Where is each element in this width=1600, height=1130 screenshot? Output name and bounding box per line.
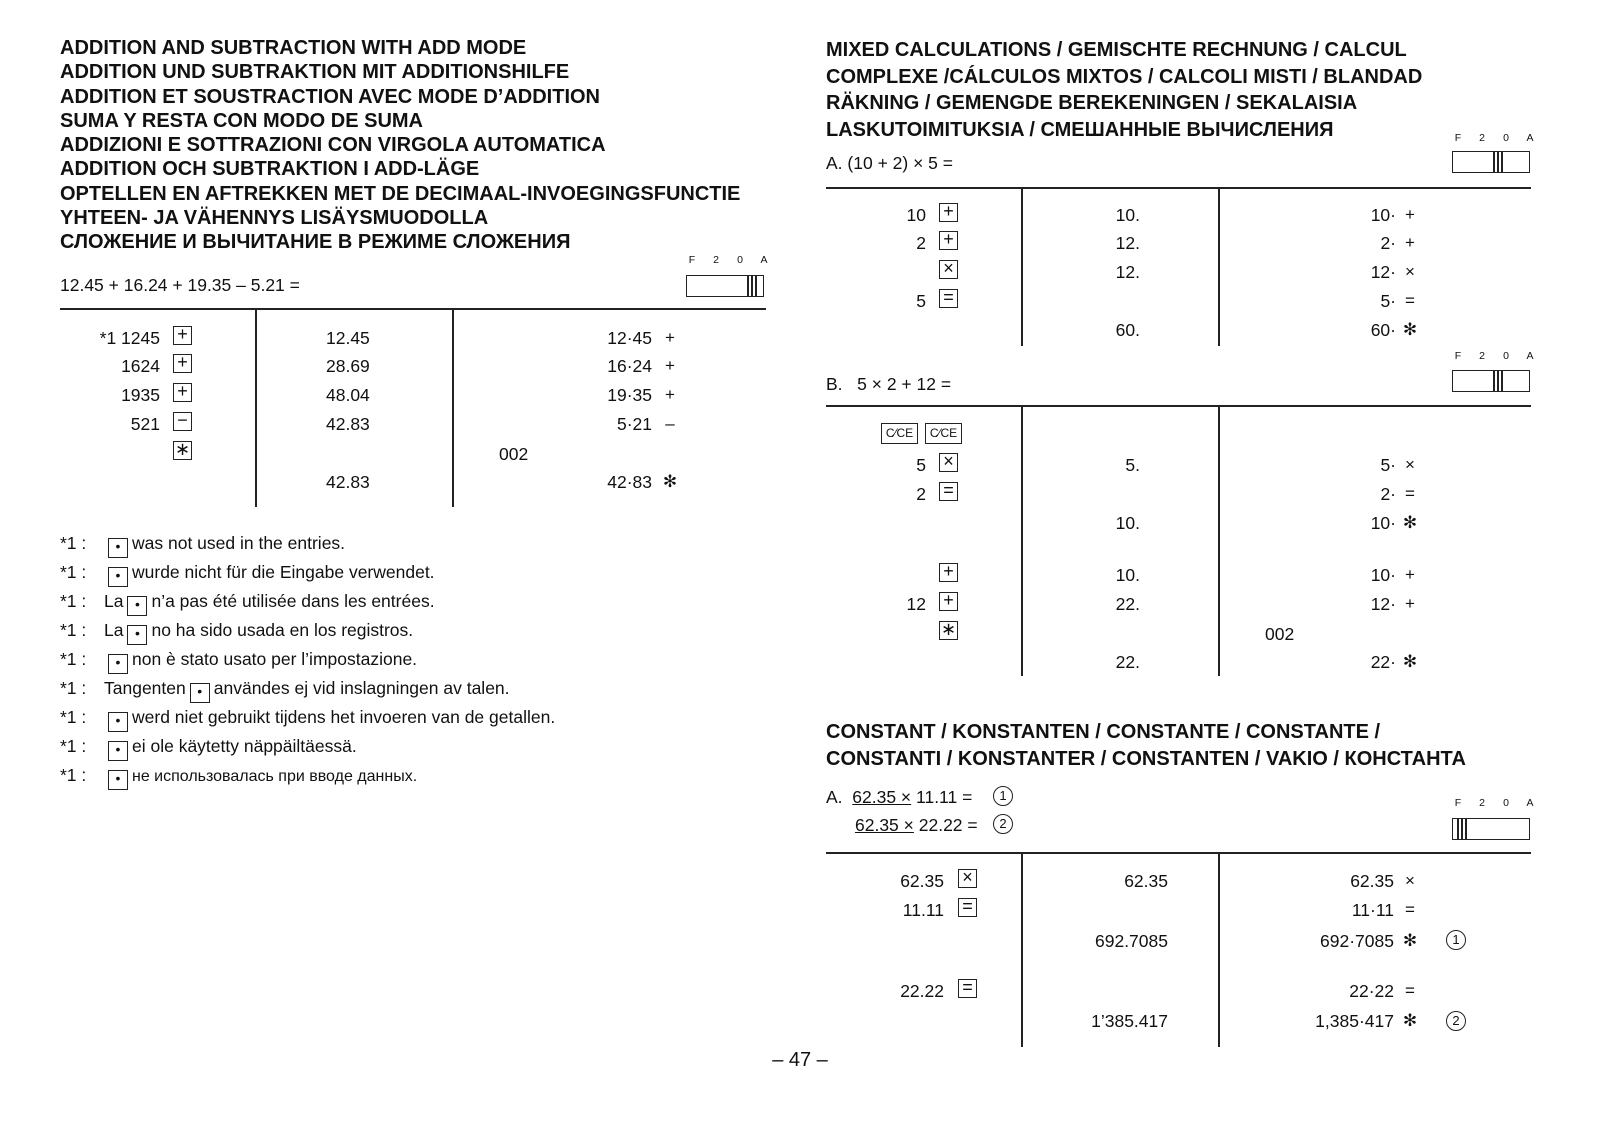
display-value: 22. xyxy=(1115,594,1140,614)
plus-key-icon: + xyxy=(173,354,192,373)
display-value: 60. xyxy=(1115,320,1140,340)
plus-key-icon: + xyxy=(939,231,958,250)
circled-number-icon: 1 xyxy=(1446,930,1466,950)
decimal-switch-icon xyxy=(1452,818,1530,840)
input-value: 22.22 xyxy=(900,981,944,1001)
print-symbol: + xyxy=(1405,594,1415,613)
column-divider xyxy=(1021,188,1023,346)
display-value: 22. xyxy=(1115,652,1140,672)
note-line: *1 : • was not used in the entries. xyxy=(60,532,345,558)
note-line: *1 : • ei ole käytetty näppäiltäessä. xyxy=(60,735,357,761)
switch-label: F 2 0 A xyxy=(688,254,768,266)
multiply-key-icon: × xyxy=(939,260,958,279)
clear-entry-key-icon: C⁄CE xyxy=(881,423,918,444)
print-value: 1,385·417 xyxy=(1315,1011,1394,1031)
heading-line: OPTELLEN EN AFTREKKEN MET DE DECIMAAL-INVOEGINGSFUNCTIE xyxy=(60,182,741,205)
table-top-rule xyxy=(826,405,1531,407)
heading-line: ADDITION UND SUBTRAKTION MIT ADDITIONSHILFE xyxy=(60,61,570,84)
asterisk-key-icon: ∗ xyxy=(940,619,957,639)
clear-entry-key-icon: C⁄CE xyxy=(925,423,962,444)
print-symbol: ✻ xyxy=(1402,1011,1418,1030)
input-value: 12 xyxy=(906,594,926,614)
note-line: *1 : • non è stato usato per l’impostazione. xyxy=(60,648,417,674)
plus-key-icon: + xyxy=(173,326,192,345)
plus-key-icon: + xyxy=(173,383,192,402)
constant-heading xyxy=(826,719,1466,773)
print-symbol: = xyxy=(1405,291,1415,310)
note-line: *1 : Tangenten • användes ej vid inslagningen av talen. xyxy=(60,677,510,703)
decimal-point-key-icon: • xyxy=(127,596,147,616)
display-value: 692.7085 xyxy=(1095,931,1168,951)
print-value: 2· xyxy=(1380,233,1396,253)
print-value: 12· xyxy=(1370,262,1396,282)
input-value: 5 xyxy=(916,291,926,311)
heading-line: COMPLEXE /CÁLCULOS MIXTOS / CALCOLI MISTI / BLANDAD xyxy=(826,65,1423,88)
print-value: 10· xyxy=(1370,513,1396,533)
print-value: 16·24 xyxy=(607,356,652,376)
circled-number-icon: 1 xyxy=(993,786,1013,806)
heading-line: MIXED CALCULATIONS / GEMISCHTE RECHNUNG / CALCUL xyxy=(826,39,1407,61)
input-value: 11.11 xyxy=(902,900,944,920)
display-value: 1’385.417 xyxy=(1091,1011,1168,1031)
print-value: 12·45 xyxy=(607,328,652,348)
print-symbol: ✻ xyxy=(1402,320,1418,339)
input-value: *1 1245 xyxy=(99,328,160,348)
input-value: 10 xyxy=(906,205,926,225)
note-line: *1 : La • no ha sido usada en los registros. xyxy=(60,619,413,645)
print-symbol: ✻ xyxy=(662,472,678,491)
print-value: 5·21 xyxy=(616,414,652,434)
plus-key-icon: + xyxy=(939,592,958,611)
print-value: 42·83 xyxy=(607,472,652,492)
display-value: 42.83 xyxy=(326,472,370,492)
display-value: 62.35 xyxy=(1124,871,1168,891)
print-symbol: × xyxy=(1405,455,1415,474)
display-value: 28.69 xyxy=(326,356,370,376)
print-value: 002 xyxy=(1265,624,1295,644)
print-symbol: × xyxy=(1405,262,1415,281)
table-top-rule xyxy=(826,852,1531,854)
display-value: 5. xyxy=(1125,455,1140,475)
asterisk-key-icon: ∗ xyxy=(174,439,191,459)
decimal-point-key-icon: • xyxy=(108,567,128,587)
section-b-label: B. 5 × 2 + 12 = xyxy=(826,374,952,394)
print-value: 10· xyxy=(1370,205,1396,225)
column-divider xyxy=(452,309,454,507)
table-top-rule xyxy=(826,187,1531,189)
decimal-switch-icon xyxy=(1452,151,1530,173)
print-value: 12· xyxy=(1370,594,1396,614)
circled-number-icon: 2 xyxy=(1446,1011,1466,1031)
left-heading xyxy=(60,36,740,255)
constant-equation-2: 62.35 × 22.22 = xyxy=(855,815,978,835)
print-symbol: × xyxy=(1405,871,1415,890)
constant-equation-1: A. 62.35 × 11.11 = xyxy=(826,787,973,807)
heading-line: YHTEEN- JA VÄHENNYS LISÄYSMUODOLLA xyxy=(60,207,489,230)
note-line: *1 : • wurde nicht für die Eingabe verwendet. xyxy=(60,561,435,587)
column-divider xyxy=(1021,406,1023,676)
print-value: 002 xyxy=(499,444,529,464)
display-value: 10. xyxy=(1115,513,1140,533)
column-divider xyxy=(1218,188,1220,346)
mixed-heading xyxy=(826,37,1422,143)
print-value: 2· xyxy=(1380,484,1396,504)
print-value: 62.35 xyxy=(1350,871,1394,891)
display-value: 10. xyxy=(1115,205,1140,225)
decimal-point-key-icon: • xyxy=(190,683,210,703)
print-symbol: + xyxy=(1405,565,1415,584)
switch-label: F 2 0 A xyxy=(1454,132,1534,144)
print-symbol: + xyxy=(1405,233,1415,252)
equals-key-icon: = xyxy=(958,979,977,998)
print-value: 5· xyxy=(1380,455,1396,475)
display-value: 10. xyxy=(1115,565,1140,585)
print-value: 5· xyxy=(1380,291,1396,311)
heading-line: SUMA Y RESTA CON MODO DE SUMA xyxy=(60,109,423,132)
multiply-key-icon: × xyxy=(939,453,958,472)
print-value: 60· xyxy=(1370,320,1396,340)
display-value: 48.04 xyxy=(326,385,370,405)
multiply-key-icon: × xyxy=(958,869,977,888)
section-a-label: A. (10 + 2) × 5 = xyxy=(826,153,953,173)
display-value: 12.45 xyxy=(326,328,370,348)
circled-number-icon: 2 xyxy=(993,814,1013,834)
decimal-point-key-icon: • xyxy=(127,625,147,645)
equals-key-icon: = xyxy=(939,289,958,308)
input-value: 2 xyxy=(916,484,926,504)
note-line: *1 : La • n’a pas été utilisée dans les entrées. xyxy=(60,590,435,616)
heading-line: CONSTANTI / KONSTANTER / CONSTANTEN / VAKIO / КОНСТАНТА xyxy=(826,748,1466,770)
heading-line: CONSTANT / KONSTANTEN / CONSTANTE / CONSTANTE / xyxy=(826,721,1381,743)
heading-line: ADDITION ET SOUSTRACTION AVEC MODE D’ADDITION xyxy=(60,85,600,108)
note-line: *1 : • werd niet gebruikt tijdens het invoeren van de getallen. xyxy=(60,706,555,732)
print-symbol: + xyxy=(1405,205,1415,224)
input-value: 5 xyxy=(916,455,926,475)
decimal-point-key-icon: • xyxy=(108,712,128,732)
print-symbol: = xyxy=(1405,484,1415,503)
print-symbol: ✻ xyxy=(1402,652,1418,671)
heading-line: СЛОЖЕНИЕ И ВЫЧИТАНИЕ В РЕЖИМЕ СЛОЖЕНИЯ xyxy=(60,231,571,254)
print-value: 692·7085 xyxy=(1320,931,1394,951)
print-symbol: ✻ xyxy=(1402,513,1418,532)
print-symbol: ✻ xyxy=(1402,931,1418,950)
print-value: 19·35 xyxy=(607,385,652,405)
input-value: 1935 xyxy=(121,385,160,405)
decimal-point-key-icon: • xyxy=(108,654,128,674)
switch-label: F 2 0 A xyxy=(1454,797,1534,809)
page-number: – 47 – xyxy=(772,1049,828,1071)
switch-label: F 2 0 A xyxy=(1454,350,1534,362)
input-value: 521 xyxy=(130,414,160,434)
decimal-point-key-icon: • xyxy=(108,770,128,790)
heading-line: ADDIZIONI E SOTTRAZIONI CON VIRGOLA AUTOMATICA xyxy=(60,134,606,157)
display-value: 12. xyxy=(1115,262,1140,282)
print-value: 10· xyxy=(1370,565,1396,585)
equation: 12.45 + 16.24 + 19.35 – 5.21 = xyxy=(60,275,300,295)
heading-line: ADDITION AND SUBTRACTION WITH ADD MODE xyxy=(60,37,527,59)
heading-line: RÄKNING / GEMENGDE BEREKENINGEN / SEKALAISIA xyxy=(826,92,1358,114)
display-value: 12. xyxy=(1115,233,1140,253)
heading-line: ADDITION OCH SUBTRAKTION I ADD-LÄGE xyxy=(60,158,480,181)
print-symbol: + xyxy=(665,385,675,404)
print-symbol: – xyxy=(665,414,675,433)
decimal-switch-icon xyxy=(1452,370,1530,392)
print-symbol: = xyxy=(1405,981,1415,1000)
input-value: 62.35 xyxy=(900,871,944,891)
note-line: *1 : • не использовалась при вводе данных. xyxy=(60,764,417,790)
print-value: 22·22 xyxy=(1349,981,1394,1001)
print-value: 11·11 xyxy=(1351,900,1394,920)
display-value: 42.83 xyxy=(326,414,370,434)
plus-key-icon: + xyxy=(939,203,958,222)
column-divider xyxy=(1021,853,1023,1047)
column-divider xyxy=(255,309,257,507)
equals-key-icon: = xyxy=(958,898,977,917)
decimal-point-key-icon: • xyxy=(108,741,128,761)
table-top-rule xyxy=(60,308,766,310)
decimal-point-key-icon: • xyxy=(108,538,128,558)
heading-line: LASKUTOIMITUKSIA / СМЕШАННЫЕ ВЫЧИСЛЕНИЯ xyxy=(826,118,1334,141)
column-divider xyxy=(1218,406,1220,676)
input-value: 2 xyxy=(916,233,926,253)
print-symbol: + xyxy=(665,328,675,347)
decimal-switch-icon xyxy=(686,275,764,297)
equals-key-icon: = xyxy=(939,482,958,501)
minus-key-icon: − xyxy=(173,412,192,431)
column-divider xyxy=(1218,853,1220,1047)
print-symbol: = xyxy=(1405,900,1415,919)
print-symbol: + xyxy=(665,356,675,375)
plus-key-icon: + xyxy=(939,563,958,582)
input-value: 1624 xyxy=(121,356,160,376)
print-value: 22· xyxy=(1370,652,1396,672)
